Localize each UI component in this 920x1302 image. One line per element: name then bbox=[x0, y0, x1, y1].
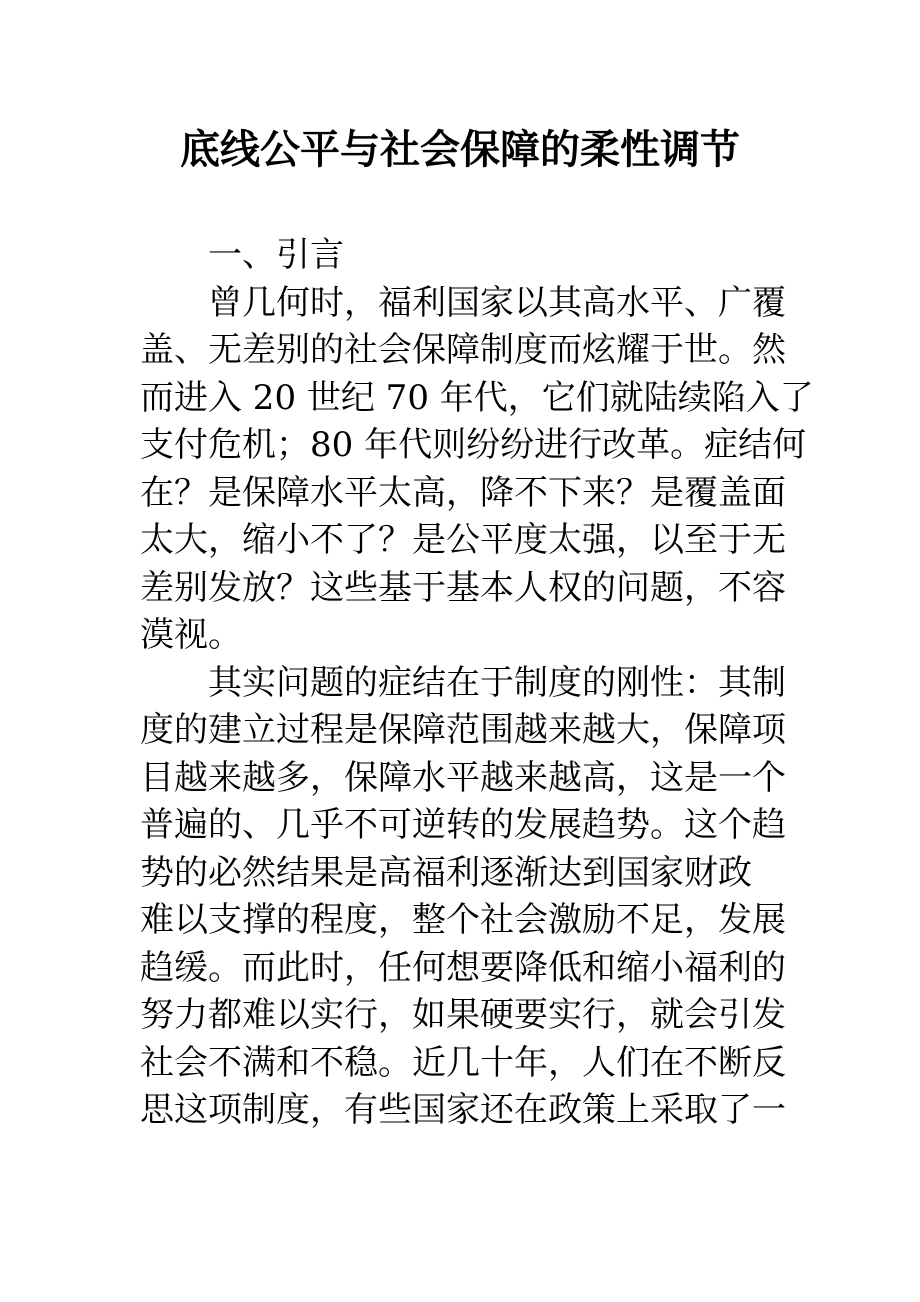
paragraph-line: 趋缓。而此时，任何想要降低和缩小福利的 bbox=[140, 947, 786, 988]
paragraph-line: 难以支撑的程度，整个社会激励不足，发展 bbox=[140, 900, 786, 940]
section-heading: 一、引言 bbox=[208, 235, 344, 275]
document-body bbox=[140, 232, 814, 1135]
paragraph-line: 在？是保障水平太高，降不下来？是覆盖面 bbox=[140, 472, 786, 513]
paragraph-line: 盖、无差别的社会保障制度而炫耀于世。然 bbox=[140, 330, 786, 370]
paragraph-line: 其实问题的症结在于制度的刚性：其制 bbox=[208, 662, 786, 703]
paragraph-line: 度的建立过程是保障范围越来越大，保障项 bbox=[140, 710, 786, 750]
paragraph-line: 太大，缩小不了？是公平度太强，以至于无 bbox=[140, 520, 786, 560]
document-title: 底线公平与社会保障的柔性调节 bbox=[180, 126, 740, 173]
paragraph-line: 漠视。 bbox=[140, 615, 242, 655]
paragraph-1 bbox=[140, 280, 814, 660]
paragraph-line: 努力都难以实行，如果硬要实行，就会引发 bbox=[140, 995, 786, 1035]
paragraph-line: 社会不满和不稳。近几十年，人们在不断反 bbox=[140, 1042, 786, 1083]
paragraph-2 bbox=[140, 660, 790, 1135]
paragraph-line: 而进入 20 世纪 70 年代，它们就陆续陷入了 bbox=[140, 377, 814, 418]
paragraph-line: 差别发放？这些基于基本人权的问题，不容 bbox=[140, 567, 786, 608]
paragraph-line: 目越来越多，保障水平越来越高，这是一个 bbox=[140, 757, 786, 798]
paragraph-line: 思这项制度，有些国家还在政策上采取了一 bbox=[140, 1090, 786, 1130]
paragraph-line: 支付危机；80 年代则纷纷进行改革。症结何 bbox=[140, 425, 807, 465]
paragraph-line: 势的必然结果是高福利逐渐达到国家财政 bbox=[140, 852, 752, 893]
paragraph-line: 曾几何时，福利国家以其高水平、广覆 bbox=[208, 282, 786, 323]
paragraph-line: 普遍的、几乎不可逆转的发展趋势。这个趋 bbox=[140, 805, 786, 845]
